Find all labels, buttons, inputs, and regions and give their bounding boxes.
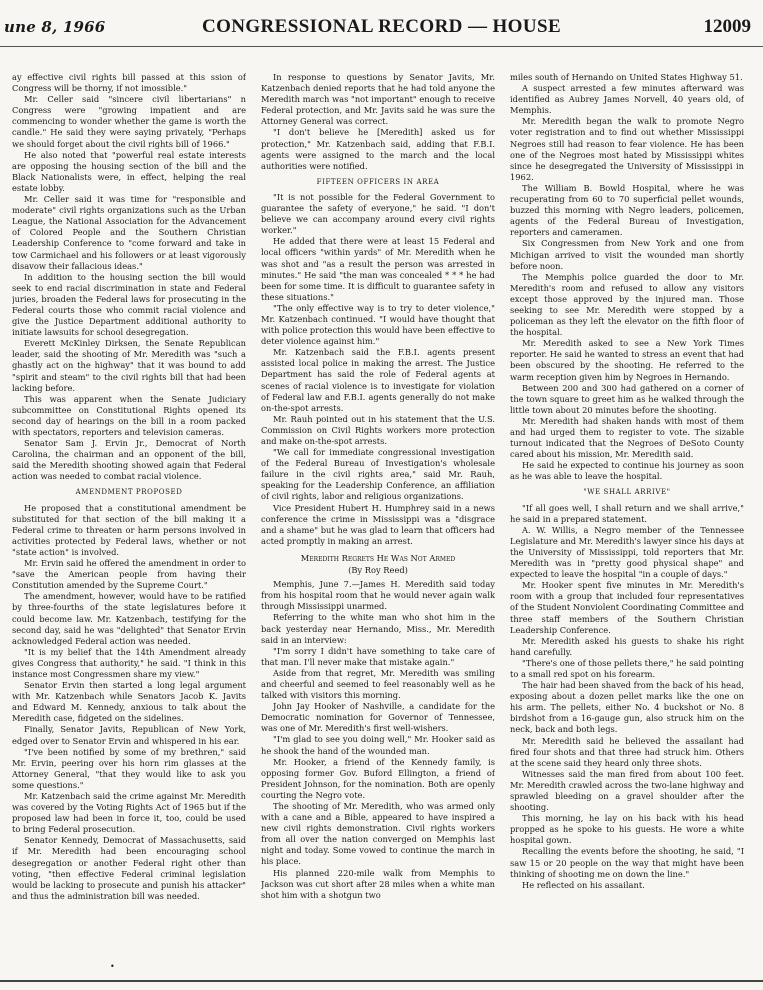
paragraph: John Jay Hooker of Nashville, a candidate for the Democratic nomination for Governor of Tennessee, was one of Mr. Meredith's first well-wishers.: [261, 701, 495, 734]
header-rule: [0, 46, 763, 47]
paragraph: "If all goes well, I shall return and we shall arrive," he said in a prepared statement.: [510, 502, 744, 524]
column-1: [12, 72, 246, 972]
paragraph: Senator Sam J. Ervin Jr., Democrat of North Carolina, the chairman and an opponent of the bill, said the Meredith shooting showed again that Federal action was needed to combat racial violence.: [12, 438, 246, 482]
article-title: Meredith Regrets He Was Not Armed: [300, 552, 456, 563]
bottom-rule: [0, 980, 763, 982]
paragraph: Mr. Meredith began the walk to promote Negro voter registration and to find out whether Mississippi Negroes still had reason to fear violence. He has been one of the Negroes most hated by Mississippi whites since he desegregated the University of Mississippi in 1962.: [510, 116, 744, 182]
paragraph: In addition to the housing section the bill would seek to end racial discrimination in state and Federal juries, broaden the Federal laws for prosecuting in the Federal courts those who commit racial violence and give the Justice Department additional authority to initiate lawsuits for school desegregation.: [12, 271, 246, 338]
paragraph: Mr. Meredith said he believed the assailant had fired four shots and that three had struck him. Others at the scene said they heard only three shots.: [510, 735, 744, 768]
col1-body: [12, 72, 246, 482]
paragraph: Mr. Ervin said he offered the amendment in order to "save the American people from having their Constitution amended by the Supreme Court.": [12, 558, 246, 591]
paragraph: He proposed that a constitutional amendment be substituted for that section of the bill making it a Federal crime to threaten or harm persons involved in activities protected by Federal laws, whether or not "state action" is involved.: [12, 502, 246, 557]
paragraph: "I'm glad to see you doing well," Mr. Hooker said as he shook the hand of the wounded man.: [261, 734, 495, 756]
paragraph: He added that there were at least 15 Federal and local officers "within yards" of Mr. Meredith when he was shot and "as a result the person was arrested in minutes." He said "the man was concealed * * * he had been for some time. It is difficult to guarantee safety in these situations.": [261, 236, 495, 302]
paragraph: "It is my belief that the 14th Amendment already gives Congress that authority," he said. "I think in this instance most Congressmen share my view.": [12, 646, 246, 679]
paragraph: Memphis, June 7.—James H. Meredith said today from his hospital room that he would never again walk through Mississippi unarmed.: [261, 579, 495, 612]
paragraph: Aside from that regret, Mr. Meredith was smiling and cheerful and seemed to feel reasonably well as he talked with visitors this morning.: [261, 667, 495, 701]
paragraph: He reflected on his assailant.: [522, 879, 645, 890]
paragraph: Mr. Meredith asked his guests to shake his right hand carefully.: [510, 635, 744, 657]
paragraph: He also noted that "powerful real estate interests are opposing the housing section of the bill and the Black Nationalists were, in effect, helping the real estate lobby.: [12, 149, 246, 193]
paragraph: The amendment, however, would have to be ratified by three-fourths of the state legislatures before it could become law. Mr. Katzenbach, testifying for the second day, said he was "delighted" that Senator Ervin acknowledged Federal action was needed.: [12, 591, 246, 646]
page-header: [0, 14, 763, 42]
header-date: une 8, 1966: [4, 18, 106, 36]
paragraph: "It is not possible for the Federal Government to guarantee the safety of everyone," he said. "I don't believe we can accompany around every civil rights worker.": [261, 191, 495, 236]
subhead-amendment-proposed: AMENDMENT PROPOSED: [75, 488, 183, 497]
paragraph: Senator Ervin then started a long legal argument with Mr. Katzenbach while Senators Jacob K. Javits and Edward M. Kennedy, anxious to talk about the Meredith case, fidgeted on the sidelines.: [12, 680, 246, 724]
col2-body: [261, 72, 495, 172]
paragraph: Referring to the white man who shot him in the back yesterday near Hernando, Miss., Mr. Meredith said in an interview:: [261, 612, 495, 645]
paragraph: Six Congressmen from New York and one from Michigan arrived to visit the wounded man shortly before noon.: [510, 238, 744, 271]
paragraph: He said he expected to continue his journey as soon as he was able to leave the hospital.: [510, 460, 744, 482]
col1-body-2: [12, 503, 246, 902]
paragraph: ay effective civil rights bill passed at this ssion of Congress will be thorny, if not imossible.": [12, 72, 246, 94]
paragraph: "The only effective way is to try to deter violence," Mr. Katzenbach continued. "I would have thought that with police protection this would have been effective to deter violence against him.": [261, 302, 495, 347]
paragraph: The shooting of Mr. Meredith, who was armed only with a cane and a Bible, appeared to have inspired a new civil rights demonstration. Civil rights workers from all over the nation converged on Memphis last night and today. Some vowed to continue the march in his place.: [261, 801, 495, 867]
article-byline: (By Roy Reed): [348, 565, 408, 576]
paragraph: This morning, he lay on his back with his head propped as he spoke to his guests. He wore a white hospital gown.: [510, 813, 744, 846]
column-2: [261, 72, 495, 972]
paragraph: Vice President Hubert H. Humphrey said in a news conference the crime in Mississippi was a "disgrace and a shame" but he was glad to learn that officers had acted promptly in making an arrest.: [261, 502, 495, 546]
paragraph: Witnesses said the man fired from about 100 feet. Mr. Meredith crawled across the two-lane highway and sprawled bleeding on a gravel shoulder after the shooting.: [510, 768, 744, 813]
paragraph: Mr. Hooker, a friend of the Kennedy family, is opposing former Gov. Buford Ellington, a friend of President Johnson, for the nomination. Both are openly courting the Negro vote.: [261, 756, 495, 800]
paragraph: Finally, Senator Javits, Republican of New York, edged over to Senator Ervin and whispered in his ear.: [12, 724, 246, 746]
col3-body-2: [510, 503, 744, 891]
paragraph: Mr. Hooker spent five minutes in Mr. Meredith's room with a group that included four representatives of the Student Nonviolent Coordinating Committee and three staff members of the Southern Christian Leadership Conference.: [510, 580, 744, 635]
col2-body-3: [261, 579, 495, 901]
paragraph: Mr. Meredith asked to see a New York Times reporter. He said he wanted to stress an event that had been obscured by the shooting. He referred to the warm reception given him by Negroes in Hernando.: [510, 338, 744, 382]
subhead-fifteen-officers: FIFTEEN OFFICERS IN AREA: [316, 177, 440, 186]
header-title: CONGRESSIONAL RECORD — HOUSE: [201, 16, 562, 37]
header-page-number: 12009: [703, 16, 751, 37]
paragraph: A. W. Willis, a Negro member of the Tennessee Legislature and Mr. Meredith's lawyer since his days at the University of Mississippi, told reporters that Mr. Meredith was in "pretty good physical shape" and expected to leave the hospital "in a couple of days.": [510, 524, 744, 580]
bullet-mark: •: [110, 962, 115, 971]
paragraph: The hair had been shaved from the back of his head, exposing about a dozen pellet marks like the one on his arm. The pellets, either No. 4 buckshot or No. 8 birdshot from a 16-gauge gun, also struck him on the neck, back and both legs.: [510, 680, 744, 735]
paragraph: "I've been notified by some of my brethren," said Mr. Ervin, peering over his horn rim glasses at the Attorney General, "that they would like to ask you some questions.": [12, 746, 246, 790]
paragraph: His planned 220-mile walk from Memphis to Jackson was cut short after 28 miles when a white man shot him with a shotgun two: [261, 867, 495, 900]
paragraph: "We call for immediate congressional investigation of the Federal Bureau of Investigation's wholesale failure in the civil rights area," said Mr. Rauh, speaking for the Leadership Conference, an affiliation of civil rights, labor and religious organizations.: [261, 447, 495, 502]
col2-body-2: [261, 192, 495, 547]
paragraph: "There's one of those pellets there," he said pointing to a small red spot on his forearm.: [510, 657, 744, 679]
paragraph: The Memphis police guarded the door to Mr. Meredith's room and refused to allow any visitors except those approved by the injured man. Those seeking to see Mr. Meredith were stopped by a policeman as they left the elevator on the fifth floor of the hospital.: [510, 271, 744, 338]
paragraph: Everett McKinley Dirksen, the Senate Republican leader, said the shooting of Mr. Meredith was "such a ghastly act on the highway" that it was bound to add "spirit and steam" to the civil rights bill that had been lacking before.: [12, 338, 246, 393]
paragraph: Mr. Katzenbach said the crime against Mr. Meredith was covered by the Voting Rights Act of 1965 but if the proposed law had been in force it, too, could be used to bring Federal prosecution.: [12, 791, 246, 835]
subhead-we-shall-arrive: "WE SHALL ARRIVE": [583, 488, 671, 497]
paragraph: Recalling the events before the shooting, he said, "I saw 15 or 20 people on the way that might have been thinking of shooting me on down the line.": [510, 846, 744, 879]
paragraph: Mr. Celler said it was time for "responsible and moderate" civil rights organizations such as the Urban League, the National Association for the Advancement of Colored People and the Southern Christian Leadership Conference to "come forward and take in tow Carmichael and his followers or at least vigorously disavow their fallacious ideas.": [12, 194, 246, 271]
paragraph: A suspect arrested a few minutes afterward was identified as Aubrey James Norvell, 40 years old, of Memphis.: [510, 83, 744, 116]
paragraph: Mr. Katzenbach said the F.B.I. agents present assisted local police in making the arrest. The Justice Department has said the role of Federal agents at scenes of racial violence is to investigate for violation of Federal law and F.B.I. agents generally do not make on-the-spot arrests.: [261, 347, 495, 413]
paragraph: This was apparent when the Senate Judiciary subcommittee on Constitutional Rights opened its second day of hearings on the bill in a room packed with spectators, reporters and television cameras.: [12, 393, 246, 437]
paragraph: Between 200 and 300 had gathered on a corner of the town square to greet him as he walked through the little town about 20 minutes before the shooting.: [510, 382, 744, 415]
paragraph: "I don't believe he [Meredith] asked us for protection," Mr. Katzenbach said, adding that F.B.I. agents were assigned to the march and the local authorities were notified.: [261, 127, 495, 171]
paragraph: The William B. Bowld Hospital, where he was recuperating from 60 to 70 superficial pellet wounds, buzzed this morning with Negro leaders, policemen, agents of the Federal Bureau of Investigation, reporters and cameramen.: [510, 182, 744, 238]
paragraph: Mr. Meredith had shaken hands with most of them and had urged them to register to vote. The sizable turnout indicated that the Negroes of DeSoto County cared about his mission, Mr. Meredith said.: [510, 415, 744, 460]
paragraph: Senator Kennedy, Democrat of Massachusetts, said if Mr. Meredith had been encouraging school desegregation or another Federal right other than voting, "then effective Federal criminal legislation would be lacking to prosecute and punish his attacker" and thus the administration bill was needed.: [12, 835, 246, 901]
column-3: [510, 72, 744, 972]
paragraph: Mr. Rauh pointed out in his statement that the U.S. Commission on Civil Rights workers more protection and make on-the-spot arrests.: [261, 413, 495, 446]
col3-body: [510, 72, 744, 482]
paragraph: Mr. Celler said "sincere civil libertarians" n Congress were "growing impatient and are commencing to wonder whether the game is worth the candle." He said they were saying privately, "Perhaps we should forget about the civil rights bill of 1966.": [12, 94, 246, 149]
paragraph: "I'm sorry I didn't have something to take care of that man. I'll never make that mistake again.": [261, 645, 495, 667]
paragraph: miles south of Hernando on United States Highway 51.: [510, 72, 743, 82]
paragraph: In response to questions by Senator Javits, Mr. Katzenbach denied reports that he had told anyone the Meredith march was "not important" enough to receive Federal protection, and Mr. Javits said he was sure the Attorney General was correct.: [261, 72, 495, 127]
